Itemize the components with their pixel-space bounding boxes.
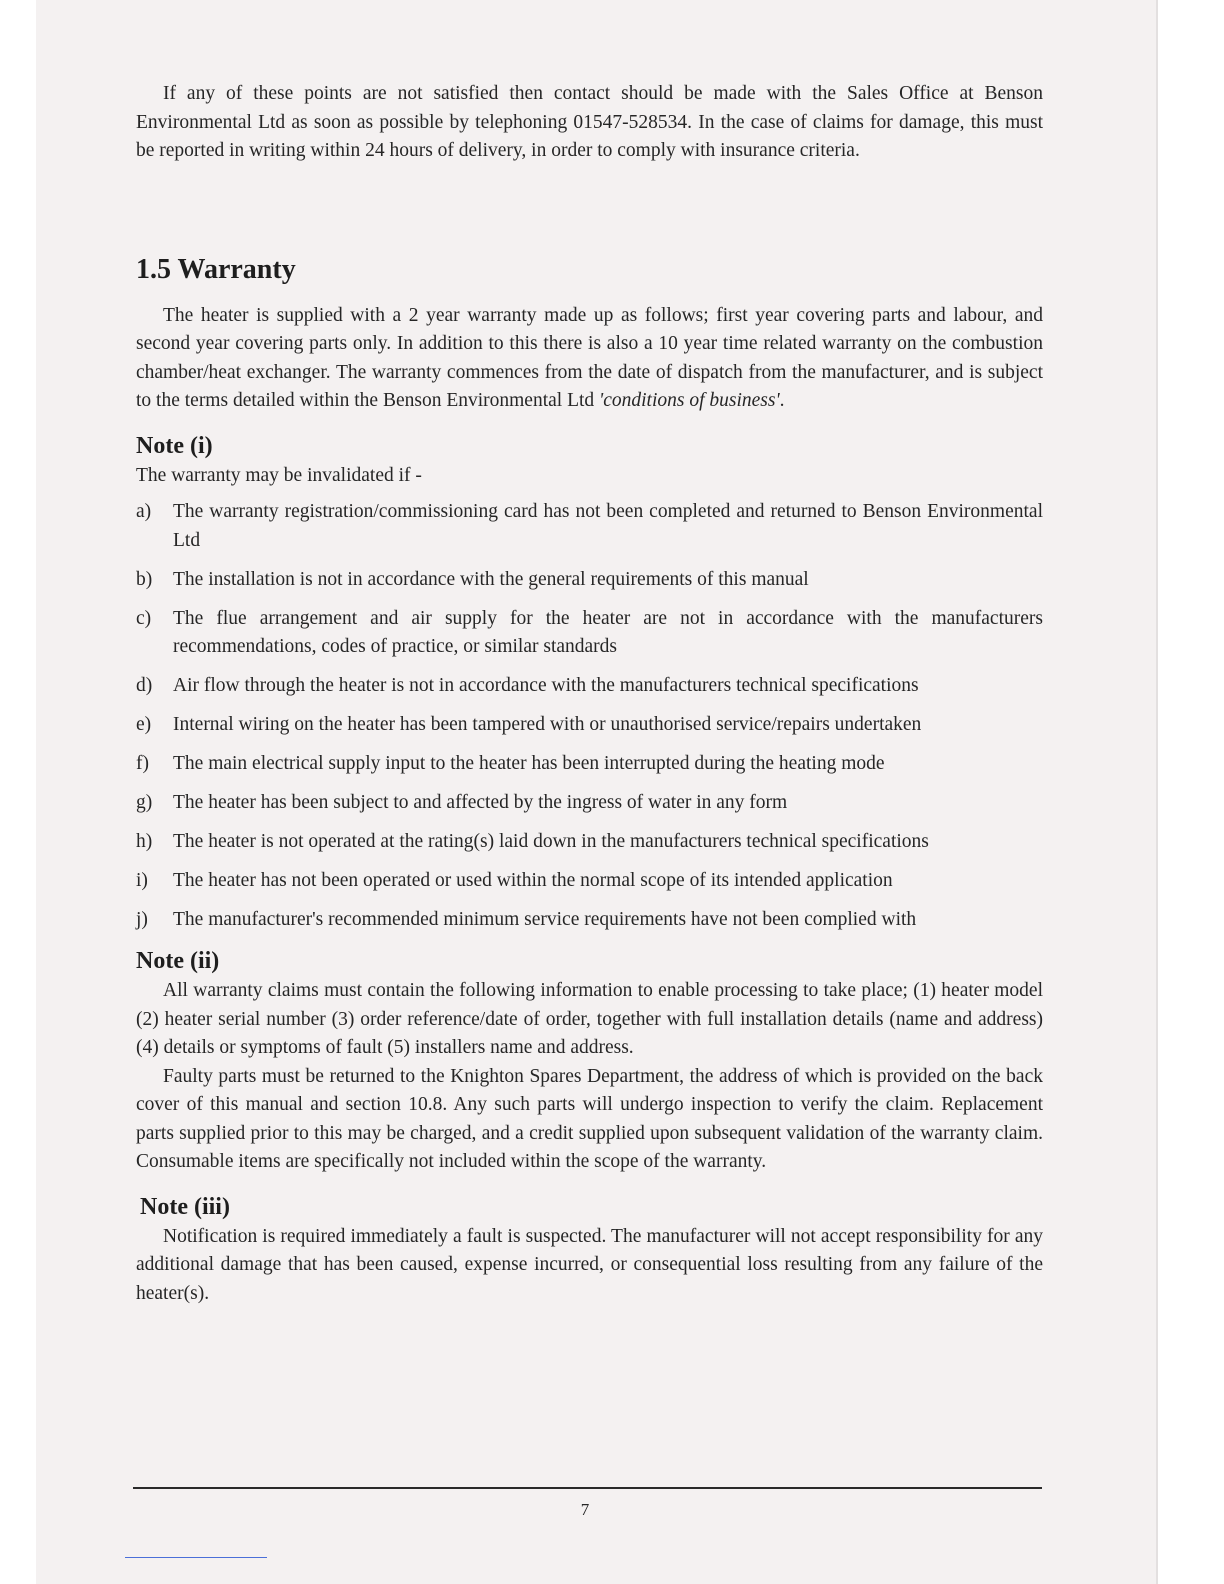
scan-right-margin [1158,0,1224,1584]
note-i-lead: The warranty may be invalidated if - [136,464,422,486]
intro-paragraph: If any of these points are not satisfied then contact should be made with the Sales Office at Benson Environmental Ltd as soon as possible by telephoning 01547-528534. In the case of claims for damage, this must be reported in writing within 24 hours of delivery, in order to comply with insurance criteria. [136,83,1043,161]
list-item [136,498,1043,555]
list-item [136,828,1043,857]
list-text: The installation is not in accordance with the general requirements of this manual [173,568,809,590]
list-text: The heater has been subject to and affected by the ingress of water in any form [173,792,788,813]
note-ii-heading: Note (ii) [136,948,220,974]
list-marker: i) [136,870,148,891]
list-item [136,867,1043,896]
list-item [136,789,1043,818]
warranty-paragraph-end: . [779,390,785,411]
list-marker: d) [136,675,153,696]
note-i-heading: Note (i) [136,432,213,459]
list-text: Air flow through the heater is not in accordance with the manufacturers technical specifications [173,675,919,696]
list-marker: e) [136,714,152,735]
section-heading: 1.5 Warranty [136,253,296,285]
list-marker: j) [136,909,148,930]
list-text: The manufacturer's recommended minimum service requirements have not been complied with [173,909,917,930]
list-text: The heater is not operated at the rating(s) laid down in the manufacturers technical specifications [173,831,929,852]
list-marker: c) [136,607,152,629]
note-iii-heading: Note (iii) [140,1193,230,1220]
note-ii-paragraph-2: Faulty parts must be returned to the Knighton Spares Department, the address of which is provided on the back cover of this manual and section 10.8. Any such parts will undergo inspection to verify the claim. Replacement parts supplied prior to this may be charged, and a credit supplied upon subsequent validation of the warranty claim. Consumable items are specifically not included within the scope of the warranty. [136,1065,1043,1172]
list-marker: h) [136,831,153,852]
list-text: Internal wiring on the heater has been tampered with or unauthorised service/repairs undertaken [173,714,922,735]
link-underline [125,1557,267,1558]
list-item [136,672,1043,701]
footer-rule [133,1487,1042,1489]
invalidation-list [136,498,1043,935]
list-marker: f) [136,753,149,774]
warranty-paragraph-text: The heater is supplied with a 2 year warranty made up as follows; first year covering parts and labour, and second year covering parts only. In addition to this there is also a 10 year time related warranty on the combustion chamber/heat exchanger. The warranty commences from the date of dispatch from the manufacturer, and is subject to the terms detailed within the Benson Environmental Ltd [136,304,1043,411]
page-content [136,80,1043,1308]
scan-left-margin [0,0,36,1584]
list-text: The main electrical supply input to the heater has been interrupted during the heating mode [173,753,885,774]
conditions-of-business: 'conditions of business' [599,390,780,411]
list-marker: a) [136,501,152,522]
page-number: 7 [580,1500,590,1519]
list-marker: b) [136,568,153,590]
warranty-paragraph [136,302,1043,416]
section-spacer [136,166,1043,252]
list-item [136,711,1043,740]
note-ii-paragraph-1: All warranty claims must contain the following information to enable processing to take place; (1) heater model (2) heater serial number (3) order reference/date of order, together with full installation details (name and address) (4) details or symptoms of fault (5) installers name and address. [136,980,1043,1058]
list-item [136,750,1043,779]
list-text: The flue arrangement and air supply for the heater are not in accordance with the manufacturers recommendations, codes of practice, or similar standards [173,607,1043,657]
list-item [136,605,1043,662]
list-text: The heater has not been operated or used within the normal scope of its intended application [173,870,893,891]
list-item [136,566,1043,595]
list-text: The warranty registration/commissioning card has not been completed and returned to Benson Environmental Ltd [173,501,1043,551]
list-marker: g) [136,792,153,813]
note-iii-paragraph: Notification is required immediately a fault is suspected. The manufacturer will not accept responsibility for any additional damage that has been caused, expense incurred, or consequential loss resulting from any failure of the heater(s). [136,1225,1043,1304]
list-item [136,906,1043,935]
